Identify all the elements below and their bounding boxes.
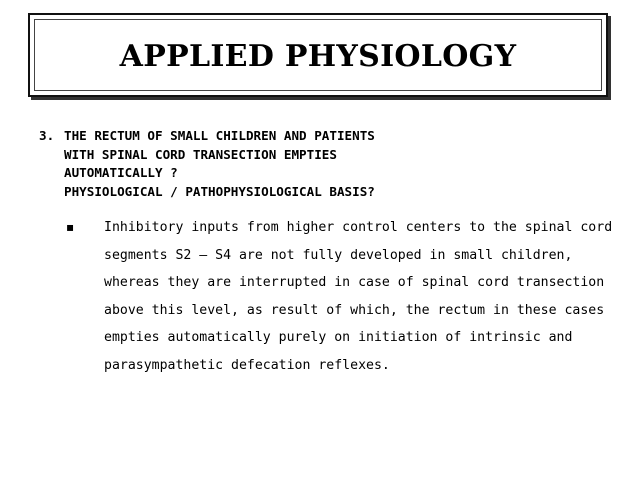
bullet-text-line: empties automatically purely on initiation of intrinsic and <box>104 330 573 345</box>
bullet-text-line: Inhibitory inputs from higher control centers to the spinal cord <box>104 220 613 235</box>
bullet-text-line: parasympathetic defecation reflexes. <box>104 357 390 373</box>
bullet-text-line: whereas they are interrupted in case of spinal cord transection <box>104 275 605 290</box>
question-line-1 <box>39 127 375 146</box>
bullet-text <box>104 214 612 379</box>
bullet-text-line: segments S2 – S4 are not fully developed in small children, <box>104 247 573 263</box>
title-frame <box>28 13 608 97</box>
question-text-line: THE RECTUM OF SMALL CHILDREN AND PATIENTS <box>64 128 375 143</box>
bullet-list <box>64 214 614 379</box>
bullet-item <box>64 214 614 379</box>
question-text-line: AUTOMATICALLY ? <box>64 165 178 180</box>
question-text-line: PHYSIOLOGICAL / PATHOPHYSIOLOGICAL BASIS? <box>64 183 375 199</box>
question-text-line: WITH SPINAL CORD TRANSECTION EMPTIES <box>64 146 337 162</box>
square-bullet-icon: ▪ <box>66 220 75 234</box>
question-block <box>39 127 375 201</box>
bullet-text-line: above this level, as result of which, the rectum in these cases <box>104 302 605 318</box>
slide-title: APPLIED PHYSIOLOGY <box>119 39 517 74</box>
question-number: 3. <box>39 128 55 143</box>
